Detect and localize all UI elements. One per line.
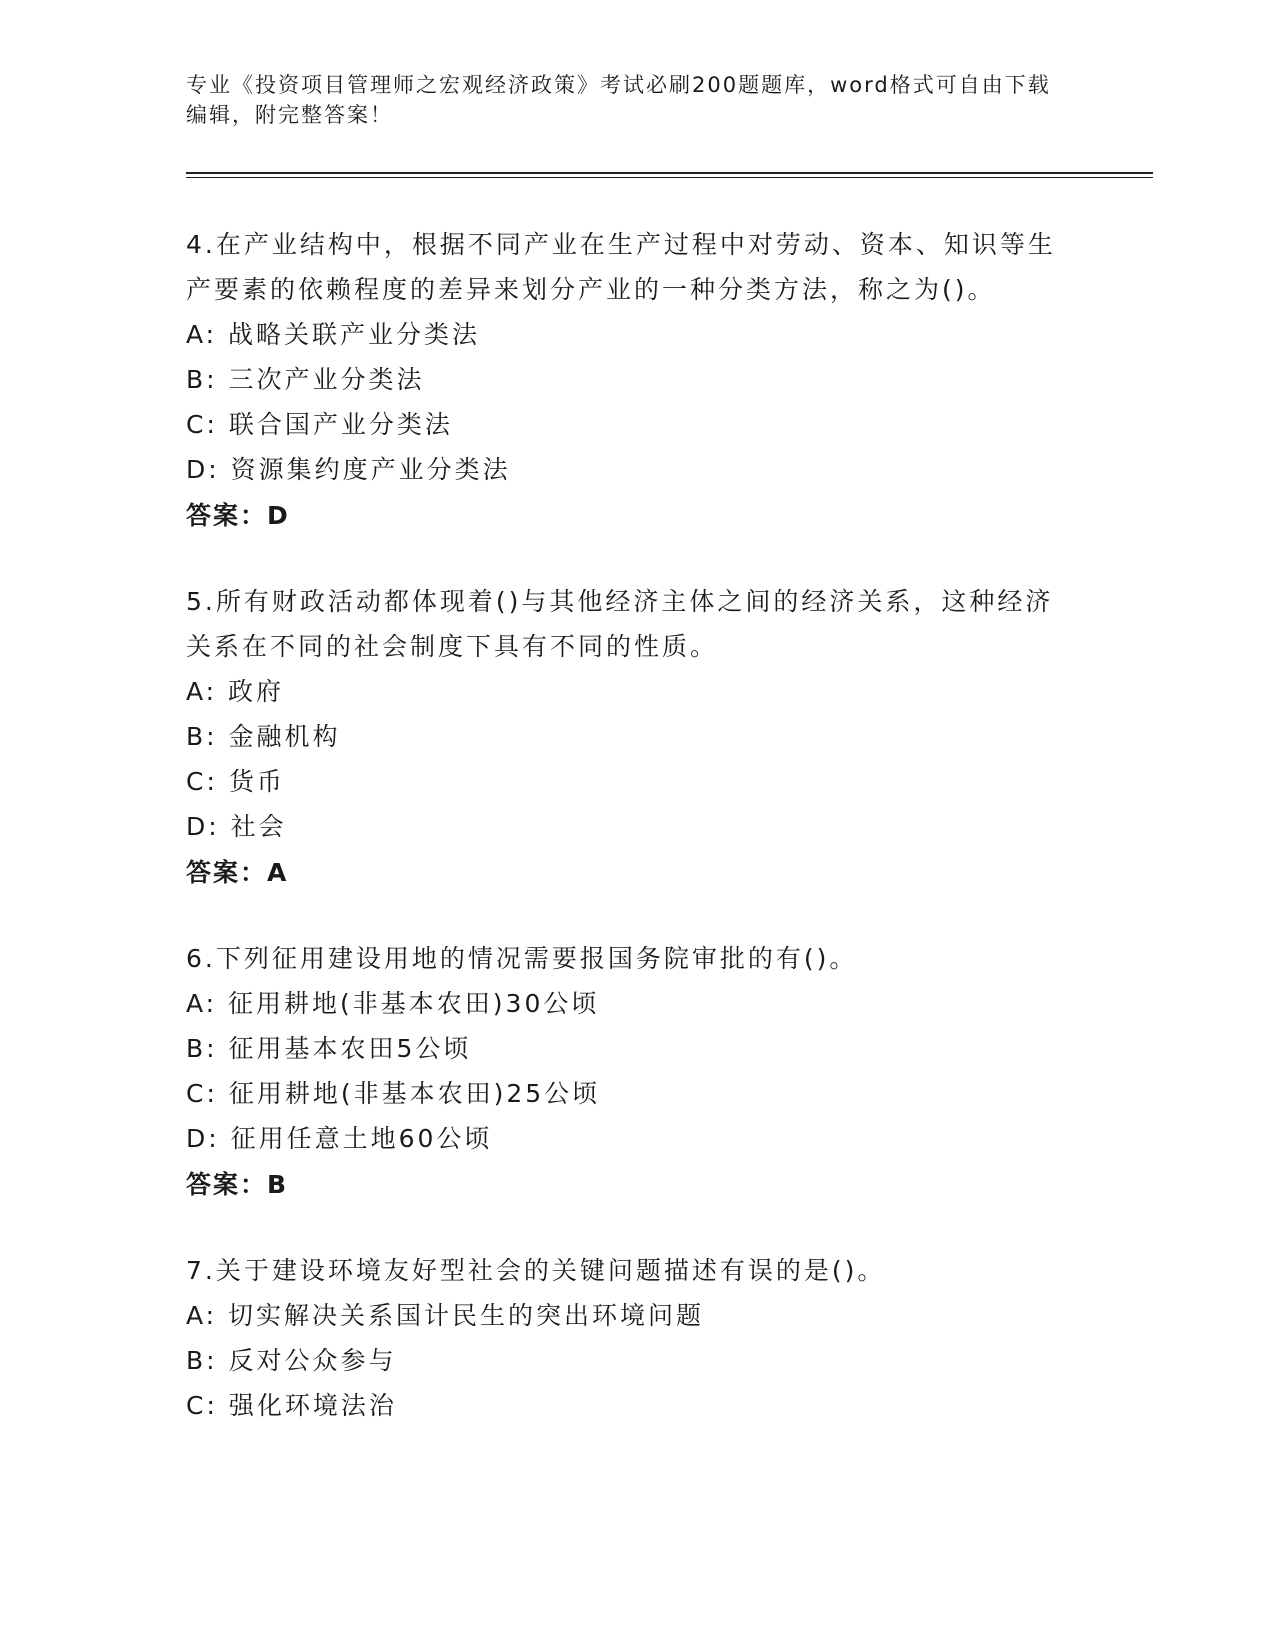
option-a: A: 征用耕地(非基本农田)30公顷 bbox=[186, 989, 600, 1018]
question-6 bbox=[186, 936, 1146, 1208]
question-stem: 6.下列征用建设用地的情况需要报国务院审批的有()。 bbox=[186, 944, 858, 973]
question-4 bbox=[186, 222, 1146, 539]
option-c: C: 征用耕地(非基本农田)25公顷 bbox=[186, 1079, 601, 1108]
question-5 bbox=[186, 579, 1146, 896]
option-b: B: 三次产业分类法 bbox=[186, 365, 425, 394]
option-c: C: 货币 bbox=[186, 767, 285, 796]
question-7 bbox=[186, 1248, 1146, 1428]
option-b: B: 反对公众参与 bbox=[186, 1346, 397, 1375]
answer-label: 答案：B bbox=[186, 1170, 289, 1199]
answer-label: 答案：D bbox=[186, 501, 290, 530]
question-stem: 4.在产业结构中，根据不同产业在生产过程中对劳动、资本、知识等生产要素的依赖程度的差异来划分产业的一种分类方法，称之为()。 bbox=[186, 230, 1056, 304]
option-d: D: 社会 bbox=[186, 812, 287, 841]
option-d: D: 资源集约度产业分类法 bbox=[186, 455, 511, 484]
header-divider bbox=[186, 172, 1153, 178]
option-b: B: 金融机构 bbox=[186, 722, 341, 751]
option-a: A: 政府 bbox=[186, 677, 285, 706]
question-stem: 7.关于建设环境友好型社会的关键问题描述有误的是()。 bbox=[186, 1256, 886, 1285]
option-d: D: 征用任意土地60公顷 bbox=[186, 1124, 493, 1153]
option-a: A: 战略关联产业分类法 bbox=[186, 320, 481, 349]
document-page bbox=[186, 70, 1146, 1428]
option-b: B: 征用基本农田5公顷 bbox=[186, 1034, 472, 1063]
option-a: A: 切实解决关系国计民生的突出环境问题 bbox=[186, 1301, 705, 1330]
answer-label: 答案：A bbox=[186, 858, 289, 887]
option-c: C: 联合国产业分类法 bbox=[186, 410, 453, 439]
option-c: C: 强化环境法治 bbox=[186, 1391, 397, 1420]
document-header: 专业《投资项目管理师之宏观经济政策》考试必刷200题题库，word格式可自由下载编辑，附完整答案！ bbox=[186, 73, 1051, 127]
question-stem: 5.所有财政活动都体现着()与其他经济主体之间的经济关系，这种经济关系在不同的社会制度下具有不同的性质。 bbox=[186, 587, 1054, 661]
